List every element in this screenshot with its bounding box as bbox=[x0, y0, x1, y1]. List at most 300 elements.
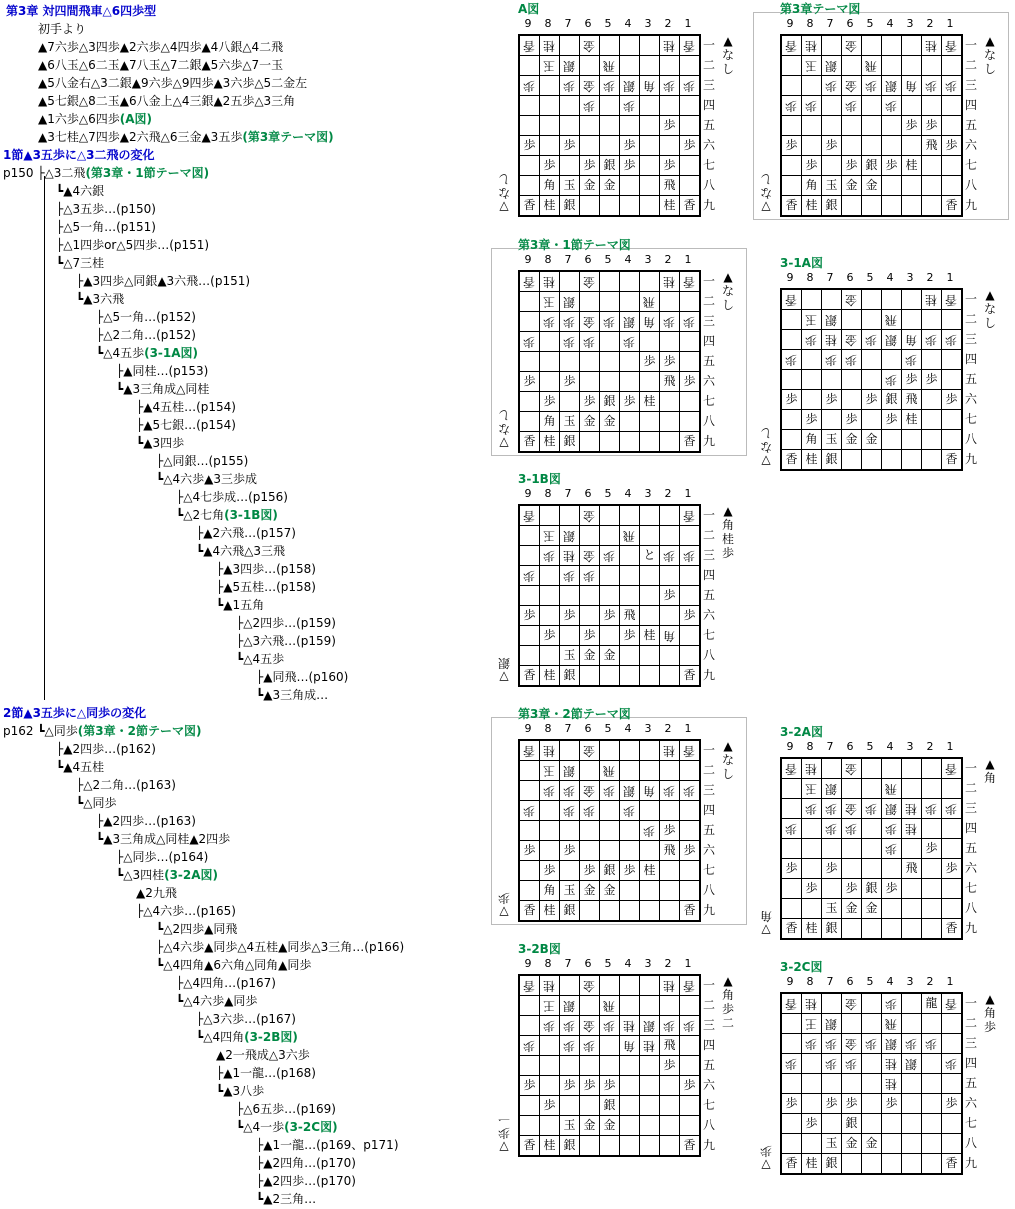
board-square bbox=[782, 1114, 802, 1134]
variation-line bbox=[136, 417, 236, 435]
board-square bbox=[862, 759, 882, 779]
board-square bbox=[882, 196, 902, 215]
sente-piece: 歩 bbox=[845, 412, 858, 426]
variation-line bbox=[196, 1011, 296, 1029]
board-square bbox=[620, 566, 640, 586]
board-square bbox=[600, 432, 620, 451]
gote-piece: 歩 bbox=[683, 315, 696, 329]
move-text: ▲1六歩△6四歩 bbox=[38, 112, 120, 126]
board-square bbox=[600, 272, 620, 292]
variation-line bbox=[236, 615, 336, 633]
board-square bbox=[580, 841, 600, 861]
board-square bbox=[600, 526, 620, 546]
board-square bbox=[882, 136, 902, 156]
board-square bbox=[902, 819, 922, 839]
sente-piece: 歩 bbox=[583, 1078, 596, 1092]
board-square bbox=[520, 312, 540, 332]
file-label: 5 bbox=[866, 740, 874, 753]
move-text: ┗▲3四歩 bbox=[136, 436, 185, 450]
board-square bbox=[560, 976, 580, 996]
rank-label: 一 bbox=[964, 996, 977, 1010]
gote-piece: 歩 bbox=[583, 569, 596, 583]
board-square bbox=[520, 1076, 540, 1096]
board-square bbox=[640, 741, 660, 761]
sente-piece: 桂 bbox=[543, 903, 556, 917]
board-square bbox=[520, 741, 540, 761]
board-square bbox=[520, 176, 540, 196]
sente-piece: 香 bbox=[523, 1138, 536, 1152]
move-text: ├△3六飛…(p159) bbox=[236, 634, 336, 648]
board-square bbox=[580, 36, 600, 56]
board-square bbox=[660, 546, 680, 566]
sente-piece: 桂 bbox=[643, 863, 656, 877]
board-square bbox=[802, 799, 822, 819]
board-square bbox=[560, 626, 580, 646]
file-label: 5 bbox=[604, 253, 612, 266]
section-heading bbox=[6, 3, 156, 21]
gote-piece: 飛 bbox=[623, 529, 636, 543]
board-square bbox=[620, 646, 640, 666]
sente-piece: 歩 bbox=[663, 158, 676, 172]
gote-piece: 歩 bbox=[683, 79, 696, 93]
board-square bbox=[782, 759, 802, 779]
rank-label: 七 bbox=[702, 863, 715, 877]
gote-piece: 香 bbox=[785, 997, 798, 1011]
sente-piece: 銀 bbox=[563, 198, 576, 212]
gote-piece: 歩 bbox=[825, 822, 838, 836]
board-square bbox=[540, 841, 560, 861]
sente-piece: 桂 bbox=[805, 452, 818, 466]
board-square bbox=[560, 292, 580, 312]
file-label: 3 bbox=[906, 975, 914, 988]
board-square bbox=[560, 861, 580, 881]
file-label: 6 bbox=[846, 740, 854, 753]
sente-piece: 歩 bbox=[563, 843, 576, 857]
board-square bbox=[902, 1014, 922, 1034]
board-square bbox=[620, 76, 640, 96]
board-square bbox=[680, 741, 699, 761]
move-text: p150 ├△3二飛 bbox=[3, 166, 86, 180]
sente-piece: 歩 bbox=[825, 1096, 838, 1110]
board-square bbox=[560, 801, 580, 821]
board-square bbox=[902, 779, 922, 799]
move-text: ┗▲4五桂 bbox=[56, 760, 105, 774]
sente-piece: 歩 bbox=[845, 881, 858, 895]
board-square bbox=[782, 1074, 802, 1094]
sente-piece: 歩 bbox=[623, 863, 636, 877]
board-square bbox=[922, 1034, 942, 1054]
board-square bbox=[540, 781, 560, 801]
move-text: ├▲2四歩…(p162) bbox=[56, 742, 156, 756]
board-square bbox=[862, 156, 882, 176]
board-square bbox=[782, 1134, 802, 1154]
gote-piece: 銀 bbox=[623, 315, 636, 329]
board-square bbox=[560, 392, 580, 412]
board-square bbox=[882, 96, 902, 116]
diagram-title: 3-2B図 bbox=[518, 942, 561, 956]
board-square bbox=[822, 899, 842, 919]
rank-label: 五 bbox=[702, 588, 715, 602]
board-square bbox=[802, 759, 822, 779]
board-square bbox=[842, 76, 862, 96]
rank-label: 八 bbox=[702, 648, 715, 662]
board-square bbox=[660, 781, 680, 801]
board-grid bbox=[518, 34, 701, 217]
sente-piece: 歩 bbox=[785, 138, 798, 152]
move-text: ├△2二角…(p163) bbox=[76, 778, 176, 792]
gote-piece: 飛 bbox=[603, 764, 616, 778]
file-label: 6 bbox=[584, 957, 592, 970]
gote-piece: 銀 bbox=[643, 1019, 656, 1033]
board-square bbox=[902, 919, 922, 938]
variation-line bbox=[76, 291, 124, 309]
board-square bbox=[680, 36, 699, 56]
board-square bbox=[802, 819, 822, 839]
board-square bbox=[882, 994, 902, 1014]
board-square bbox=[540, 1136, 560, 1155]
board-square bbox=[822, 1134, 842, 1154]
variation-line bbox=[176, 507, 278, 525]
board-square bbox=[620, 156, 640, 176]
board-square bbox=[640, 626, 660, 646]
rank-label: 一 bbox=[702, 508, 715, 522]
move-text: ├▲5五桂…(p158) bbox=[216, 580, 316, 594]
board-square bbox=[842, 1054, 862, 1074]
variation-line bbox=[196, 1029, 298, 1047]
board-square bbox=[942, 1154, 961, 1173]
sente-piece: 玉 bbox=[563, 883, 576, 897]
board-square bbox=[640, 76, 660, 96]
board-square bbox=[922, 919, 942, 938]
board-square bbox=[842, 430, 862, 450]
board-square bbox=[620, 1056, 640, 1076]
file-label: 8 bbox=[806, 975, 814, 988]
board-square bbox=[580, 821, 600, 841]
rank-label: 八 bbox=[964, 901, 977, 915]
gote-hand: ▽歩 bbox=[760, 1144, 773, 1172]
diagram-reference: (3-2C図) bbox=[284, 1120, 338, 1134]
rank-label: 六 bbox=[964, 861, 977, 875]
board-square bbox=[862, 1134, 882, 1154]
rank-label: 九 bbox=[702, 668, 715, 682]
gote-piece: 歩 bbox=[825, 1057, 838, 1071]
board-square bbox=[822, 819, 842, 839]
rank-label: 五 bbox=[702, 118, 715, 132]
sente-piece: 歩 bbox=[945, 392, 958, 406]
board-square bbox=[882, 819, 902, 839]
rank-label: 一 bbox=[702, 743, 715, 757]
board-square bbox=[862, 799, 882, 819]
board-square bbox=[842, 779, 862, 799]
board-square bbox=[580, 312, 600, 332]
move-text: ┗△2七角 bbox=[176, 508, 225, 522]
board-square bbox=[540, 76, 560, 96]
board-square bbox=[782, 899, 802, 919]
sente-piece: 歩 bbox=[683, 1078, 696, 1092]
board-square bbox=[620, 666, 640, 685]
board-square bbox=[540, 741, 560, 761]
board-square bbox=[862, 859, 882, 879]
sente-piece: 桂 bbox=[643, 628, 656, 642]
file-label: 7 bbox=[564, 722, 572, 735]
sente-piece: 銀 bbox=[603, 1098, 616, 1112]
board-square bbox=[540, 606, 560, 626]
shogi-diagram bbox=[756, 723, 1015, 953]
board-square bbox=[882, 759, 902, 779]
board-square bbox=[580, 996, 600, 1016]
board-square bbox=[620, 1136, 640, 1155]
board-square bbox=[942, 430, 961, 450]
sente-piece: 金 bbox=[865, 901, 878, 915]
board-square bbox=[842, 1034, 862, 1054]
gote-piece: 飛 bbox=[603, 59, 616, 73]
move-text: 2節▲3五歩に△同歩の変化 bbox=[3, 706, 147, 720]
file-label: 4 bbox=[624, 253, 632, 266]
board-square bbox=[520, 196, 540, 215]
file-label: 3 bbox=[644, 17, 652, 30]
gote-piece: 歩 bbox=[543, 549, 556, 563]
board-square bbox=[520, 332, 540, 352]
board-square bbox=[842, 1134, 862, 1154]
board-square bbox=[600, 586, 620, 606]
move-text: ┗△4四角▲6六角△同角▲同歩 bbox=[156, 958, 312, 972]
board-square bbox=[520, 1036, 540, 1056]
gote-piece: 歩 bbox=[845, 99, 858, 113]
board-square bbox=[560, 761, 580, 781]
board-square bbox=[520, 841, 540, 861]
board-square bbox=[520, 781, 540, 801]
board-square bbox=[842, 370, 862, 390]
move-text: ┗△4六歩▲3三歩成 bbox=[156, 472, 257, 486]
rank-label: 一 bbox=[702, 38, 715, 52]
board-square bbox=[560, 1056, 580, 1076]
sente-piece: 歩 bbox=[563, 608, 576, 622]
sente-piece: 歩 bbox=[663, 118, 676, 132]
sente-piece: 飛 bbox=[623, 608, 636, 622]
board-square bbox=[600, 646, 620, 666]
board-square bbox=[942, 350, 961, 370]
board-square bbox=[680, 432, 699, 451]
board-square bbox=[540, 196, 560, 215]
gote-piece: 歩 bbox=[785, 99, 798, 113]
gote-piece: 王 bbox=[543, 999, 556, 1013]
board-square bbox=[600, 36, 620, 56]
board-square bbox=[842, 859, 862, 879]
rank-label: 九 bbox=[702, 1138, 715, 1152]
board-square bbox=[660, 586, 680, 606]
board-square bbox=[640, 392, 660, 412]
gote-piece: 桂 bbox=[543, 39, 556, 53]
board-square bbox=[540, 352, 560, 372]
board-square bbox=[922, 1114, 942, 1134]
gote-piece: 歩 bbox=[905, 1037, 918, 1051]
board-square bbox=[822, 136, 842, 156]
board-square bbox=[660, 861, 680, 881]
board-square bbox=[580, 861, 600, 881]
variation-line bbox=[236, 1101, 336, 1119]
board-square bbox=[660, 196, 680, 215]
board-square bbox=[660, 1036, 680, 1056]
variation-line bbox=[38, 21, 86, 39]
board-square bbox=[862, 350, 882, 370]
board-square bbox=[560, 821, 580, 841]
board-square bbox=[842, 36, 862, 56]
gote-piece: 歩 bbox=[925, 79, 938, 93]
variation-line bbox=[156, 957, 311, 975]
board-square bbox=[902, 450, 922, 469]
board-square bbox=[660, 432, 680, 451]
sente-piece: 歩 bbox=[805, 881, 818, 895]
sente-piece: 金 bbox=[583, 178, 596, 192]
variation-line bbox=[56, 183, 104, 201]
variation-line bbox=[216, 1083, 264, 1101]
board-square bbox=[802, 390, 822, 410]
sente-piece: 歩 bbox=[623, 158, 636, 172]
board-square bbox=[540, 526, 560, 546]
variation-line bbox=[136, 903, 236, 921]
sente-piece: 歩 bbox=[865, 392, 878, 406]
board-square bbox=[680, 861, 699, 881]
sente-piece: 銀 bbox=[865, 881, 878, 895]
file-label: 7 bbox=[826, 975, 834, 988]
sente-piece: 香 bbox=[785, 1156, 798, 1170]
board-square bbox=[942, 1074, 961, 1094]
board-square bbox=[580, 506, 600, 526]
board-square bbox=[540, 801, 560, 821]
variation-line bbox=[256, 1155, 356, 1173]
gote-piece: 銀 bbox=[563, 59, 576, 73]
sente-piece: 歩 bbox=[925, 118, 938, 132]
sente-piece: 歩 bbox=[623, 138, 636, 152]
move-text: ▲6八玉△6二玉▲7八玉△7二銀▲5六歩△7一玉 bbox=[38, 58, 284, 72]
file-label: 1 bbox=[946, 975, 954, 988]
board-square bbox=[600, 821, 620, 841]
board-square bbox=[802, 156, 822, 176]
gote-piece: 歩 bbox=[603, 1019, 616, 1033]
file-label: 1 bbox=[684, 487, 692, 500]
board-square bbox=[802, 310, 822, 330]
board-square bbox=[942, 156, 961, 176]
board-square bbox=[902, 899, 922, 919]
board-square bbox=[660, 156, 680, 176]
gote-piece: 歩 bbox=[603, 784, 616, 798]
board-square bbox=[580, 526, 600, 546]
board-square bbox=[540, 546, 560, 566]
board-square bbox=[540, 156, 560, 176]
board-square bbox=[902, 36, 922, 56]
variation-line bbox=[236, 1119, 338, 1137]
board-square bbox=[660, 606, 680, 626]
sente-piece: 歩 bbox=[905, 372, 918, 386]
board-square bbox=[862, 919, 882, 938]
gote-piece: 銀 bbox=[563, 529, 576, 543]
sente-piece: 歩 bbox=[805, 412, 818, 426]
board-square bbox=[580, 392, 600, 412]
board-square bbox=[520, 976, 540, 996]
gote-piece: 金 bbox=[583, 509, 596, 523]
board-square bbox=[520, 292, 540, 312]
move-text: ├△4六歩▲同歩△4五桂▲同歩△3三角…(p166) bbox=[156, 940, 405, 954]
board-square bbox=[782, 1034, 802, 1054]
board-square bbox=[600, 1016, 620, 1036]
gote-piece: 金 bbox=[845, 802, 858, 816]
board-square bbox=[862, 330, 882, 350]
board-square bbox=[560, 1016, 580, 1036]
board-square bbox=[520, 801, 540, 821]
file-label: 9 bbox=[786, 271, 794, 284]
board-square bbox=[640, 606, 660, 626]
sente-piece: 銀 bbox=[825, 1156, 838, 1170]
board-square bbox=[802, 330, 822, 350]
board-square bbox=[620, 1116, 640, 1136]
board-square bbox=[782, 76, 802, 96]
gote-piece: 金 bbox=[583, 275, 596, 289]
gote-piece: 銀 bbox=[563, 764, 576, 778]
board-square bbox=[540, 666, 560, 685]
board-square bbox=[520, 116, 540, 136]
sente-piece: 金 bbox=[583, 883, 596, 897]
board-square bbox=[600, 116, 620, 136]
board-square bbox=[580, 1096, 600, 1116]
board-square bbox=[842, 310, 862, 330]
variation-line bbox=[216, 597, 264, 615]
board-square bbox=[540, 1036, 560, 1056]
file-label: 2 bbox=[664, 957, 672, 970]
file-label: 2 bbox=[926, 271, 934, 284]
board-square bbox=[842, 330, 862, 350]
file-label: 3 bbox=[644, 957, 652, 970]
gote-piece: 金 bbox=[583, 979, 596, 993]
board-square bbox=[580, 626, 600, 646]
board-square bbox=[600, 176, 620, 196]
sente-piece: 角 bbox=[543, 178, 556, 192]
move-text: ┗△同歩 bbox=[76, 796, 117, 810]
variation-line bbox=[116, 363, 208, 381]
gote-piece: 歩 bbox=[925, 802, 938, 816]
file-label: 4 bbox=[886, 271, 894, 284]
board-square bbox=[882, 1014, 902, 1034]
board-square bbox=[802, 370, 822, 390]
sente-piece: 金 bbox=[865, 1136, 878, 1150]
board-square bbox=[520, 432, 540, 451]
sente-piece: 玉 bbox=[825, 432, 838, 446]
gote-piece: 歩 bbox=[563, 784, 576, 798]
variation-line bbox=[3, 723, 201, 741]
board-square bbox=[600, 372, 620, 392]
board-square bbox=[942, 759, 961, 779]
board-square bbox=[922, 819, 942, 839]
sente-piece: 歩 bbox=[563, 138, 576, 152]
board-square bbox=[902, 410, 922, 430]
move-text: ┗△4一歩 bbox=[236, 1120, 285, 1134]
board-square bbox=[640, 996, 660, 1016]
board-grid bbox=[780, 34, 963, 217]
rank-label: 一 bbox=[964, 292, 977, 306]
board-square bbox=[862, 176, 882, 196]
rank-label: 四 bbox=[702, 334, 715, 348]
board-square bbox=[882, 116, 902, 136]
move-text: ├△5一角…(p151) bbox=[56, 220, 156, 234]
rank-label: 六 bbox=[702, 1078, 715, 1092]
variation-line bbox=[176, 993, 257, 1011]
sente-piece: 香 bbox=[683, 1138, 696, 1152]
rank-label: 一 bbox=[964, 38, 977, 52]
board-square bbox=[540, 861, 560, 881]
board-square bbox=[942, 879, 961, 899]
rank-label: 四 bbox=[702, 568, 715, 582]
sente-piece: 歩 bbox=[885, 158, 898, 172]
board-square bbox=[862, 136, 882, 156]
